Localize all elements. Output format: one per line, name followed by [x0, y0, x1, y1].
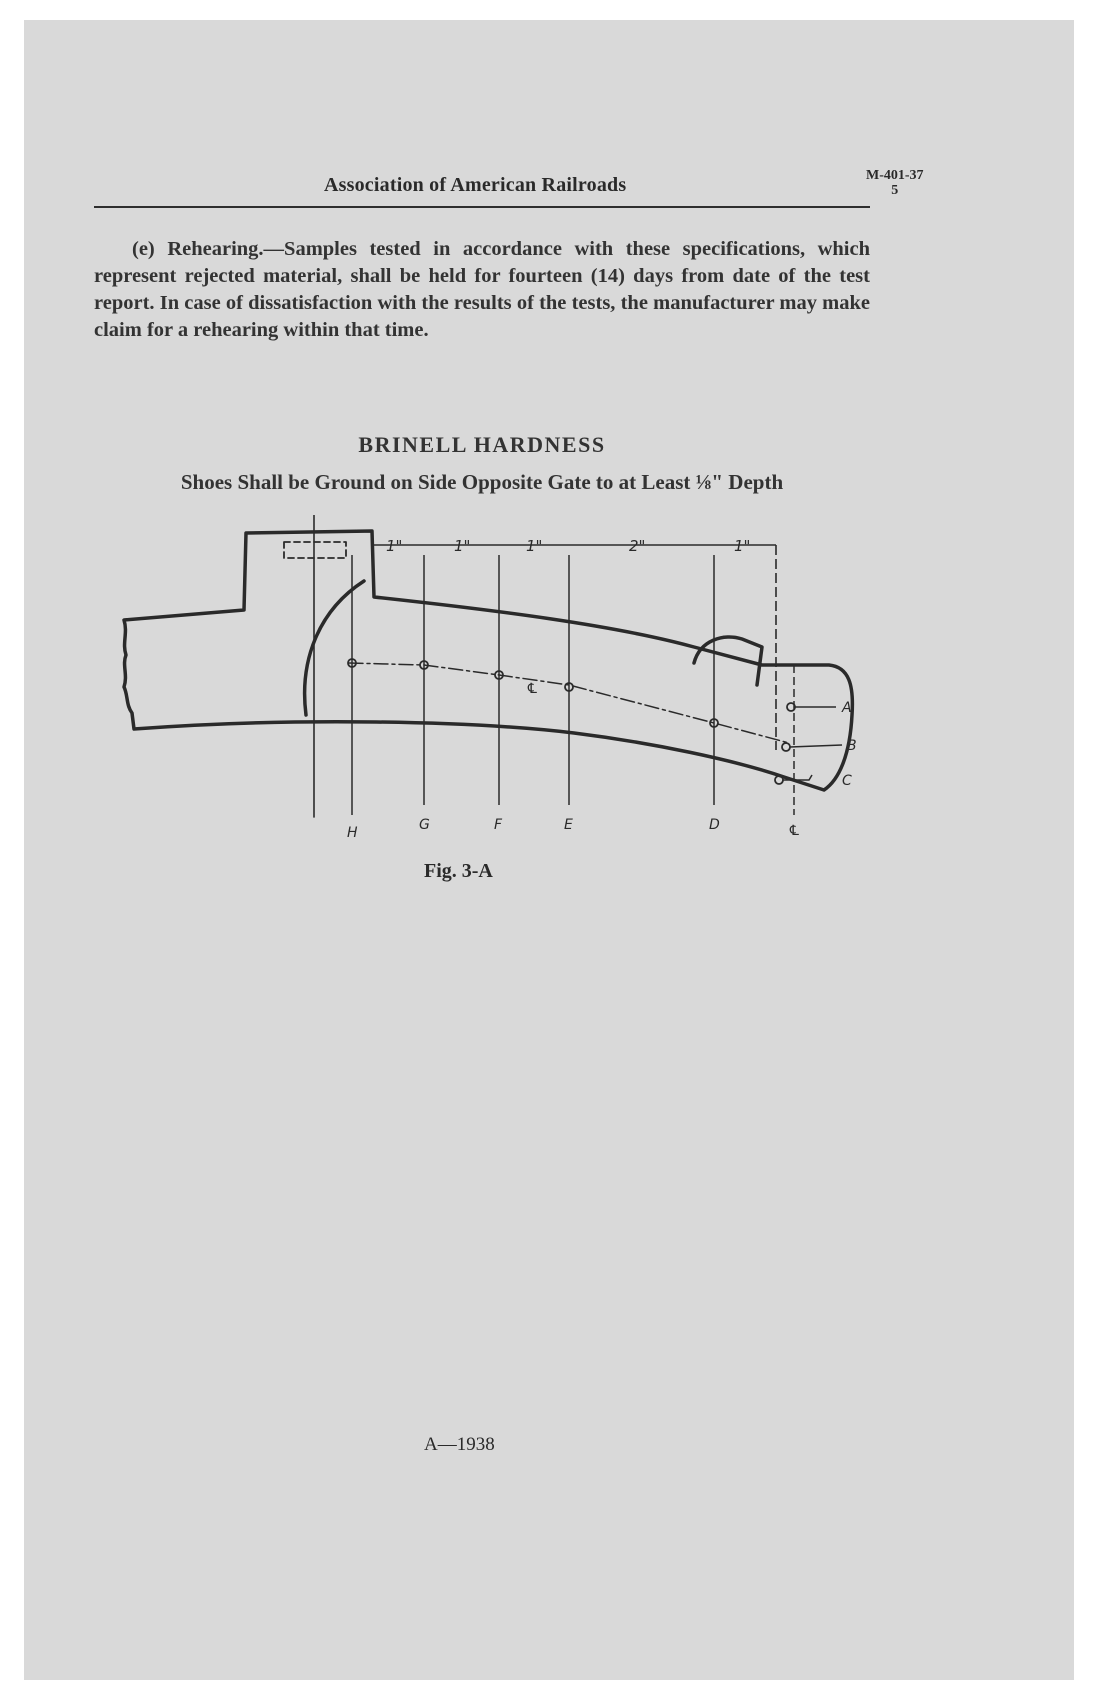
dim-label-4: 2"	[629, 537, 646, 555]
label-c: C	[842, 773, 852, 789]
dim-label-1: 1"	[386, 537, 403, 555]
figure-caption: Fig. 3-A	[424, 860, 493, 882]
label-h: H	[347, 825, 358, 841]
document-page	[24, 20, 1074, 1680]
label-f: F	[494, 817, 503, 833]
page-footer: A—1938	[424, 1434, 495, 1455]
rehearing-paragraph	[94, 236, 870, 344]
figure-subheading: Shoes Shall be Ground on Side Opposite Gate to at Least ⅛" Depth	[180, 470, 784, 494]
leader-b	[790, 745, 842, 747]
dim-label-3: 1"	[526, 537, 543, 555]
point-c	[775, 776, 783, 784]
paragraph-text: —Samples tested in accordance with these specifications, which represent rejected material, shall be held for fourteen (14) days from date of the test report. In case of dissatisfaction with the results of the tests, the manufacturer may make claim for a rehearing within that time.	[94, 238, 871, 341]
header-rule	[94, 206, 870, 208]
centerline-mark: ℄	[526, 681, 539, 697]
paragraph-label: (e)	[132, 238, 155, 260]
paragraph-term: Rehearing.	[167, 238, 264, 260]
brake-shoe-diagram	[94, 515, 904, 860]
label-e: E	[564, 817, 573, 833]
gate-outline	[284, 542, 346, 558]
document-code: M-401-37	[866, 168, 924, 183]
label-g: G	[419, 817, 430, 833]
document-number	[866, 168, 924, 198]
shoe-outline	[124, 531, 852, 790]
point-b	[782, 743, 790, 751]
label-d: D	[709, 817, 720, 833]
figure-heading: BRINELL HARDNESS	[358, 432, 606, 457]
running-head: Association of American Railroads	[324, 174, 627, 196]
page-number: 5	[891, 183, 899, 198]
dim-label-5: 1"	[734, 537, 751, 555]
dim-label-2: 1"	[454, 537, 471, 555]
label-a: A	[842, 700, 852, 716]
label-cl: ℄	[788, 823, 801, 839]
label-b: B	[847, 738, 857, 754]
